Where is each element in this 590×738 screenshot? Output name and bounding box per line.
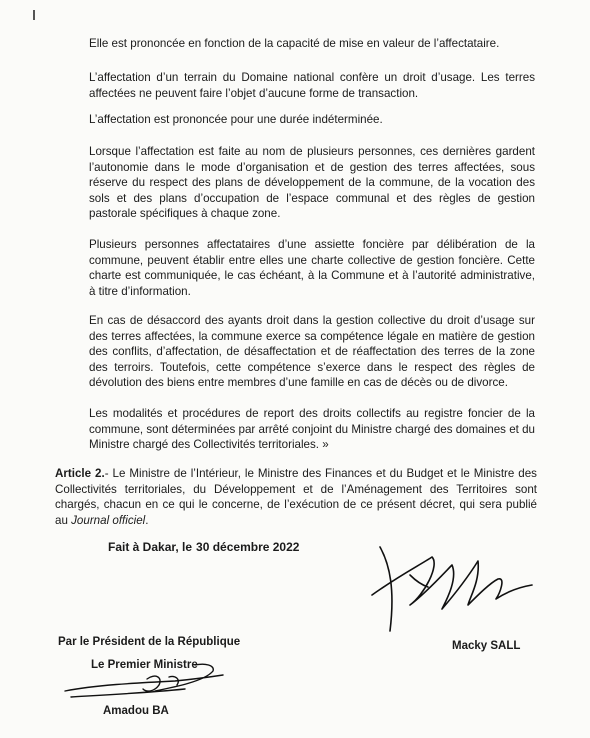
paragraph-5: Plusieurs personnes affectataires d’une assiette foncière par délibération de la commune, peuvent établir entre elles une charte collective de gestion foncière. Cette charte est communiquée, le cas échéant, à la Commune et à l’autorité administrative, à titre d’information. <box>89 238 535 298</box>
paragraph-4: Lorsque l’affectation est faite au nom de plusieurs personnes, ces dernières gardent l’autonomie dans le mode d’organisation et de gestion des terres affectées, sous réserve du respect des plans de développement de la commune, de la vocation des sols et des plans d’occupation de l’espace communal et des règles de gestion pastorale spécifiques à chaque zone. <box>89 145 535 220</box>
article-2-text: - Le Ministre de l’Intérieur, le Ministre des Finances et du Budget et le Ministre des Collectivités territoriales, du Développement et de l’Aménagement des Territoires sont chargés, chacun en ce qui le concerne, de l’exécution de ce présent décret, qui sera publié au <box>55 467 537 527</box>
decree-date: 30 décembre 2022 <box>196 540 300 554</box>
paragraph-6: En cas de désaccord des ayants droit dans la gestion collective du droit d’usage sur des terres affectées, la commune exerce sa compétence légale en matière de gestion des conflits, d’affectation, de désaffectation et de réaffectation des terres de la zone des terroirs. Toutefois, cette compétence s’exerce dans le respect des règles de dévolution des biens entre membres d’une famille en cas de décès ou de divorce. <box>89 314 535 389</box>
paragraph-2: L’affectation d’un terrain du Domaine national confère un droit d’usage. Les terres affectées ne peuvent faire l’objet d’aucune forme de transaction. <box>89 71 535 100</box>
president-name: Macky SALL <box>452 640 521 652</box>
paragraph-1: Elle est prononcée en fonction de la capacité de mise en valeur de l’affectataire. <box>89 37 500 50</box>
journal-officiel: Journal officiel <box>71 513 146 527</box>
paragraph-7: Les modalités et procédures de report des droits collectifs au registre foncier de la commune, sont déterminées par arrêté conjoint du Ministre chargé des domaines et du Ministre chargé des Collectivités territoriales. » <box>89 407 535 451</box>
fait-label: Fait à Dakar, le <box>108 540 193 554</box>
prime-minister-signature <box>55 655 230 710</box>
pm-name: Amadou BA <box>103 705 169 717</box>
president-signature <box>350 535 540 635</box>
article-2-end: . <box>145 513 149 527</box>
article-2-label: Article 2. <box>55 467 105 480</box>
article-2 <box>55 466 537 528</box>
president-label: Par le Président de la République <box>58 636 241 648</box>
margin-mark <box>33 10 35 20</box>
pm-label: Le Premier Ministre <box>91 659 198 671</box>
fait-a-dakar <box>108 540 299 554</box>
paragraph-3: L’affectation est prononcée pour une durée indéterminée. <box>89 113 383 126</box>
